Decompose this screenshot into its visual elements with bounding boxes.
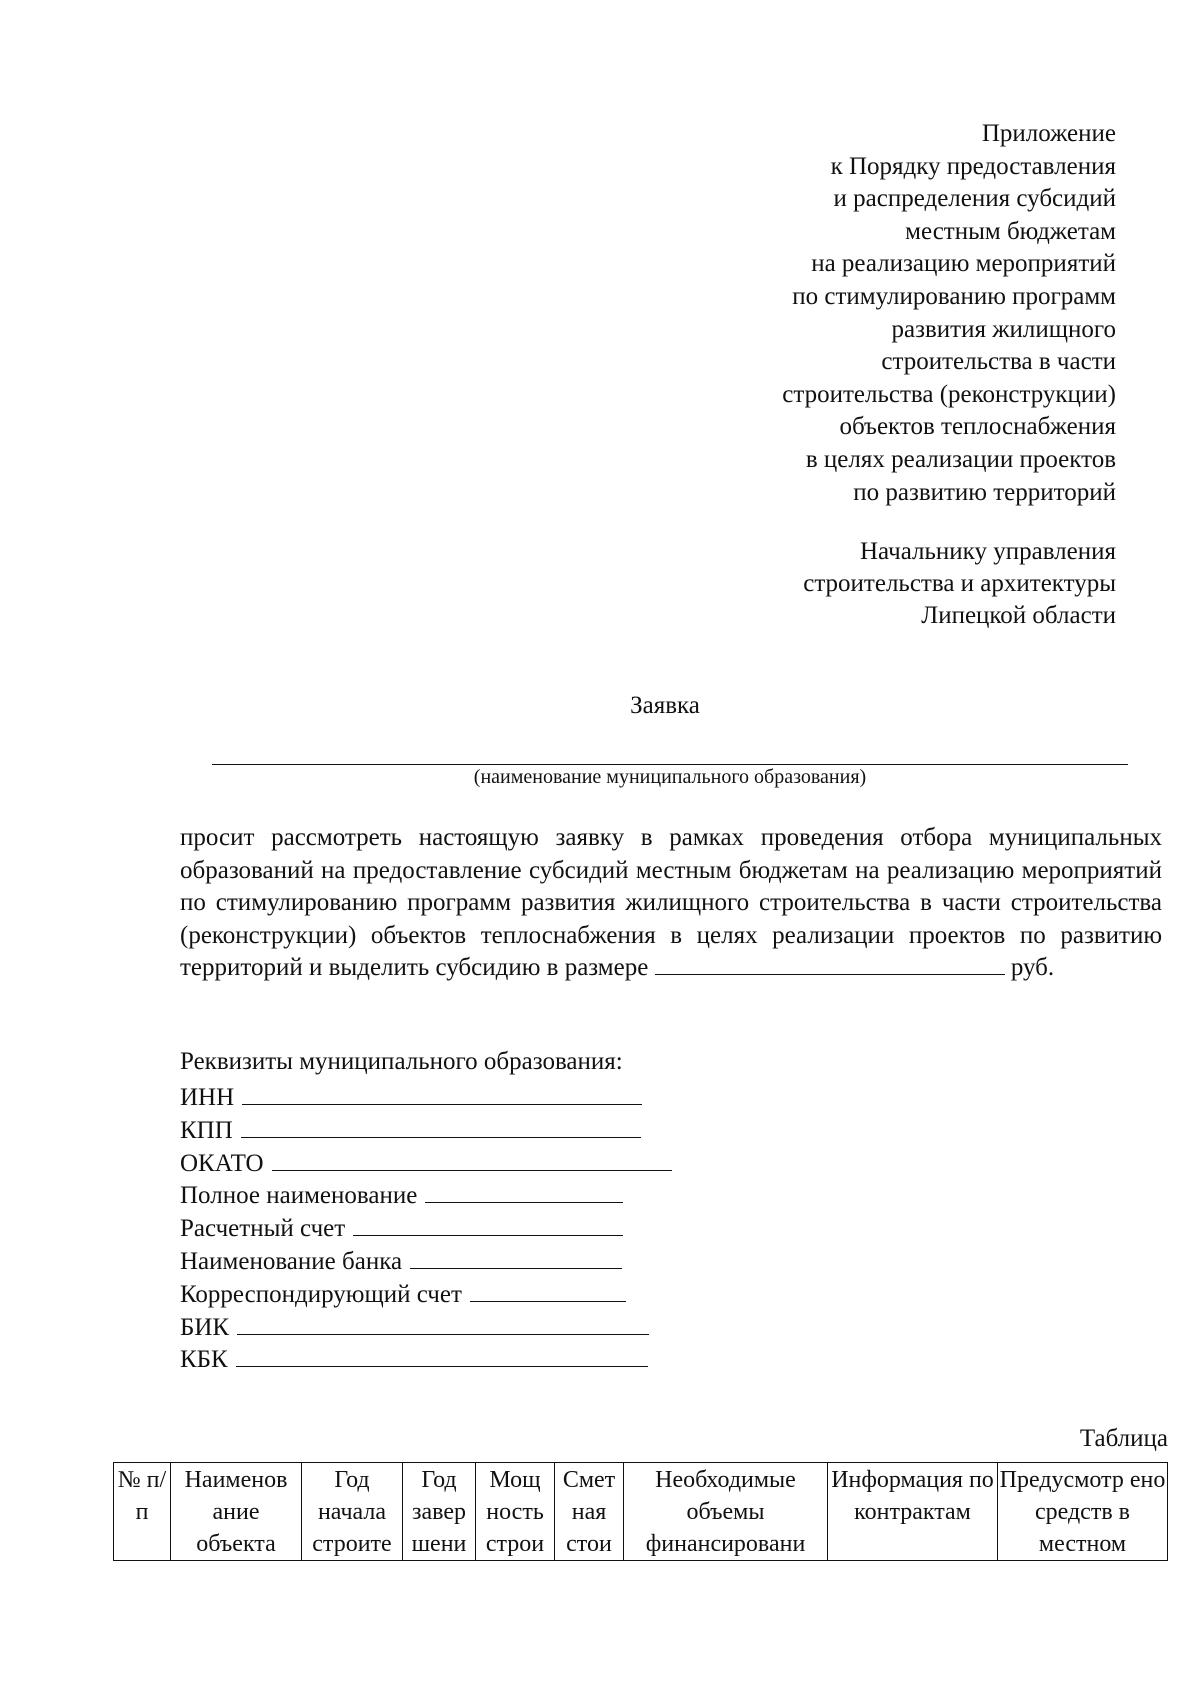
column-header: Предусмотр ено средств в местном: [998, 1463, 1168, 1561]
document-title: Заявка: [630, 692, 700, 719]
municipality-name-line: [212, 764, 1128, 765]
table-caption: Таблица: [1079, 1425, 1168, 1452]
request-body: [180, 822, 1162, 985]
requisite-blank: [272, 1150, 672, 1171]
requisite-kpp: [180, 1115, 672, 1148]
column-header: Необходимые объемы финансировани: [624, 1463, 828, 1561]
requisite-blank: [236, 1346, 648, 1367]
requisite-inn: [180, 1082, 672, 1115]
addressee-line: Липецкой области: [921, 602, 1116, 629]
requisite-blank: [470, 1281, 626, 1302]
subsidy-amount-blank: [655, 954, 1005, 975]
requisite-account: [180, 1213, 672, 1246]
requisite-blank: [353, 1215, 623, 1236]
requisite-full-name: [180, 1180, 672, 1213]
request-body-text: просит рассмотреть настоящую заявку в рамках проведения отбора муниципальных образований на предоставление субсидий местным бюджетам на реализацию мероприятий по стимулированию программ развития жилищного строительства в части строительства (реконструкции) объектов теплоснабжения в целях реализации проектов по развитию территорий и выделить субсидию в размере: [180, 824, 1162, 982]
appendix-line: строительства в части: [881, 348, 1116, 376]
column-header: Смет ная стои: [555, 1463, 624, 1561]
requisite-label: ОКАТО: [180, 1149, 264, 1177]
requisite-label: ИНН: [180, 1084, 235, 1111]
requisite-blank: [425, 1182, 623, 1203]
appendix-line: по стимулированию программ: [792, 282, 1116, 310]
requisite-correspondent-account: [180, 1279, 672, 1312]
addressee-line: строительства и архитектуры: [803, 570, 1116, 597]
column-header: Информация по контрактам: [828, 1463, 998, 1561]
requisites-list: [180, 1082, 672, 1377]
appendix-line: по развитию территорий: [853, 478, 1116, 506]
objects-table: [113, 1462, 1168, 1561]
column-header: Год завер шени: [403, 1463, 476, 1561]
appendix-line: в целях реализации проектов: [805, 445, 1116, 473]
requisite-blank: [241, 1117, 641, 1138]
requisite-label: КБК: [180, 1346, 228, 1374]
appendix-line: и распределения субсидий: [833, 185, 1116, 213]
appendix-line: Приложение: [981, 120, 1116, 147]
requisite-label: Корреспондирующий счет: [180, 1280, 462, 1308]
column-header: № п/п: [114, 1463, 171, 1561]
requisite-blank: [237, 1314, 649, 1335]
requisite-label: Полное наименование: [180, 1182, 418, 1210]
appendix-line: объектов теплоснабжения: [839, 413, 1116, 441]
requisite-label: КПП: [180, 1116, 233, 1144]
addressee-block: [556, 536, 1116, 632]
requisite-kbk: [180, 1344, 672, 1377]
column-header: Наименов ание объекта: [171, 1463, 302, 1561]
addressee-line: Начальнику управления: [860, 538, 1116, 565]
appendix-line: местным бюджетам: [905, 217, 1116, 245]
requisite-label: Расчетный счет: [180, 1215, 346, 1243]
requisite-blank: [410, 1248, 622, 1269]
appendix-line: к Порядку предоставления: [830, 152, 1116, 180]
municipality-caption: (наименование муниципального образования): [473, 766, 867, 788]
appendix-line: строительства (реконструкции): [782, 380, 1116, 408]
requisite-okato: [180, 1148, 672, 1181]
appendix-block: [556, 118, 1116, 509]
appendix-line: на реализацию мероприятий: [811, 250, 1116, 278]
requisite-label: БИК: [180, 1313, 230, 1341]
requisite-blank: [242, 1084, 642, 1105]
requisite-bik: [180, 1312, 672, 1345]
table-header-row: [114, 1463, 1168, 1561]
requisite-bank-name: [180, 1246, 672, 1279]
column-header: Год начала строите: [302, 1463, 403, 1561]
column-header: Мощ ность строи: [476, 1463, 555, 1561]
currency-label: руб.: [1010, 954, 1055, 982]
requisites-title: Реквизиты муниципального образования:: [180, 1048, 623, 1075]
requisite-label: Наименование банка: [180, 1247, 403, 1275]
appendix-line: развития жилищного: [891, 315, 1116, 343]
